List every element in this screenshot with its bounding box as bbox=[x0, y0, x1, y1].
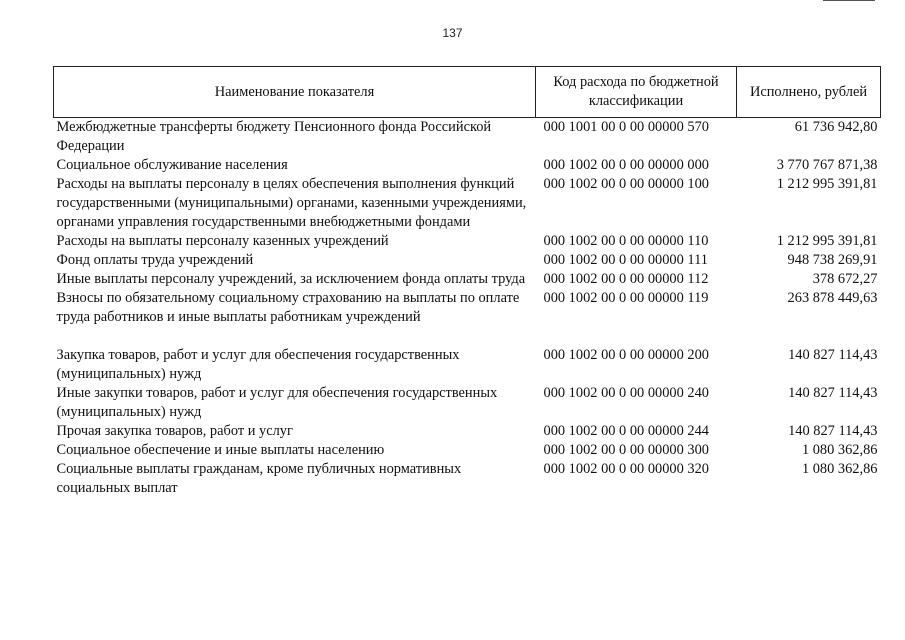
row-amount: 263 878 449,63 bbox=[787, 290, 878, 306]
table-row bbox=[54, 118, 881, 157]
row-name: Межбюджетные трансферты бюджету Пенсионного фонда Российской Федерации bbox=[56, 119, 492, 154]
header-row bbox=[54, 67, 881, 118]
top-edge-mark bbox=[823, 0, 875, 1]
row-code: 000 1001 00 0 00 00000 570 bbox=[543, 119, 709, 135]
table-row bbox=[54, 441, 881, 460]
table-row bbox=[54, 422, 881, 441]
table-row bbox=[54, 175, 881, 232]
table-row bbox=[54, 384, 881, 422]
row-amount: 1 212 995 391,81 bbox=[776, 233, 878, 249]
table-body bbox=[54, 118, 881, 499]
row-amount: 1 080 362,86 bbox=[801, 442, 878, 458]
row-code: 000 1002 00 0 00 00000 119 bbox=[543, 290, 709, 306]
row-code: 000 1002 00 0 00 00000 110 bbox=[543, 233, 709, 249]
row-amount: 61 736 942,80 bbox=[794, 119, 878, 135]
row-amount: 1 080 362,86 bbox=[801, 461, 878, 477]
row-amount: 3 770 767 871,38 bbox=[776, 157, 878, 173]
row-name: Закупка товаров, работ и услуг для обеспечения государственных (муниципальных) нужд bbox=[56, 347, 460, 382]
table-header bbox=[54, 67, 881, 118]
row-code: 000 1002 00 0 00 00000 000 bbox=[543, 157, 709, 173]
row-name: Взносы по обязательному социальному страхованию на выплаты по оплате труда работников и иные выплаты работникам учреждений bbox=[56, 290, 520, 325]
table-row bbox=[54, 156, 881, 175]
row-amount: 140 827 114,43 bbox=[788, 347, 878, 363]
row-name: Расходы на выплаты персоналу в целях обеспечения выполнения функций государственными (муниципальными) органами, казенными учреждениями, органами управления государственными внебюджетными фондами bbox=[56, 176, 527, 230]
header-code: Код расхода по бюджетной классификации bbox=[536, 67, 737, 118]
row-name: Иные выплаты персоналу учреждений, за исключением фонда оплаты труда bbox=[56, 271, 526, 287]
header-name: Наименование показателя bbox=[54, 67, 536, 118]
row-code: 000 1002 00 0 00 00000 100 bbox=[543, 176, 709, 192]
row-amount: 140 827 114,43 bbox=[788, 385, 878, 401]
row-amount: 378 672,27 bbox=[812, 271, 878, 287]
row-name: Социальное обеспечение и иные выплаты населению bbox=[56, 442, 385, 458]
row-code: 000 1002 00 0 00 00000 300 bbox=[543, 442, 709, 458]
row-code: 000 1002 00 0 00 00000 240 bbox=[543, 385, 709, 401]
table-row bbox=[54, 289, 881, 346]
row-name: Прочая закупка товаров, работ и услуг bbox=[56, 423, 293, 439]
header-amount: Исполнено, рублей bbox=[737, 67, 881, 118]
row-name: Расходы на выплаты персоналу казенных учреждений bbox=[56, 233, 389, 249]
row-amount: 140 827 114,43 bbox=[788, 423, 878, 439]
table-row bbox=[54, 251, 881, 270]
row-code: 000 1002 00 0 00 00000 200 bbox=[543, 347, 709, 363]
row-code: 000 1002 00 0 00 00000 111 bbox=[543, 252, 708, 268]
table-row bbox=[54, 232, 881, 251]
budget-execution-table bbox=[53, 66, 881, 498]
row-amount: 948 738 269,91 bbox=[787, 252, 878, 268]
row-name: Иные закупки товаров, работ и услуг для обеспечения государственных (муниципальных) нужд bbox=[56, 385, 498, 420]
row-code: 000 1002 00 0 00 00000 244 bbox=[543, 423, 709, 439]
row-name: Фонд оплаты труда учреждений bbox=[56, 252, 254, 268]
page-number: 137 bbox=[442, 26, 463, 40]
table-row bbox=[54, 270, 881, 289]
table-row bbox=[54, 460, 881, 498]
row-name: Социальное обслуживание населения bbox=[56, 157, 288, 173]
row-code: 000 1002 00 0 00 00000 320 bbox=[543, 461, 709, 477]
row-name: Социальные выплаты гражданам, кроме публичных нормативных социальных выплат bbox=[56, 461, 462, 496]
row-amount: 1 212 995 391,81 bbox=[776, 176, 878, 192]
table-row bbox=[54, 346, 881, 384]
row-code: 000 1002 00 0 00 00000 112 bbox=[543, 271, 709, 287]
budget-table-container bbox=[53, 66, 880, 498]
